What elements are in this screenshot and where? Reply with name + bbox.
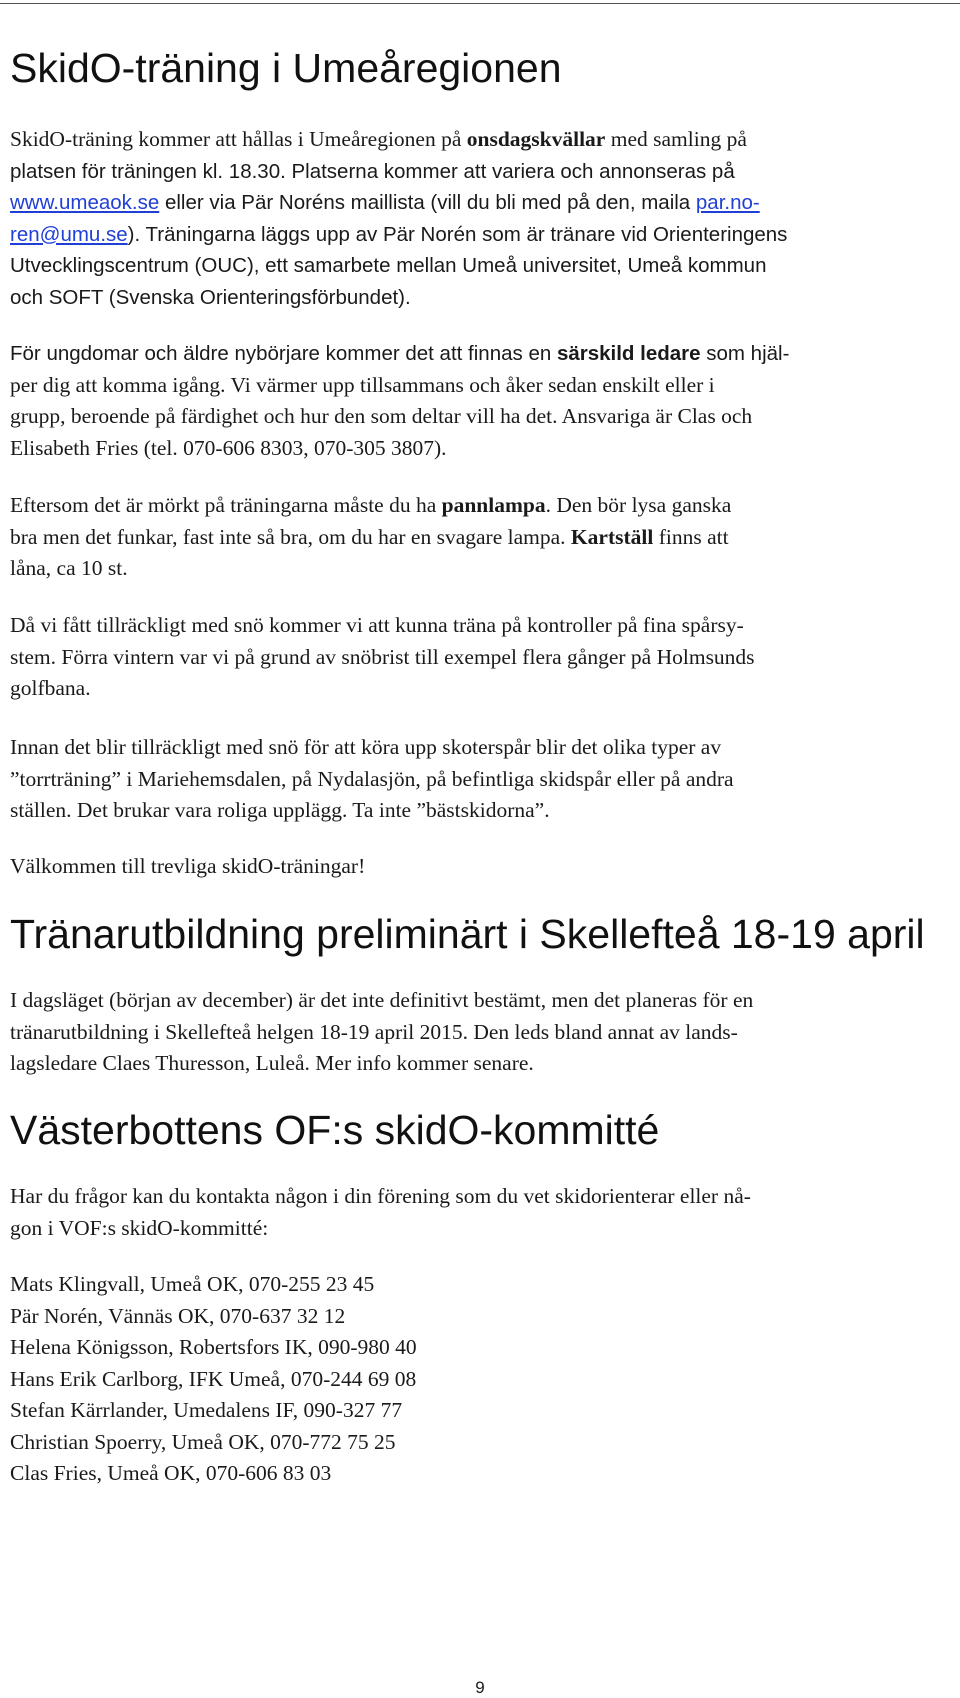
text-line: låna, ca 10 st.	[10, 556, 128, 580]
bold-emphasis: Kartställ	[570, 524, 654, 549]
link-email-part2[interactable]: ren@umu.se	[10, 222, 128, 246]
text-line: Då vi fått tillräckligt med snö kommer vi att kunna träna på kontroller på fina spårsy-	[10, 613, 744, 637]
paragraph-welcome	[10, 851, 950, 883]
text-line: grupp, beroende på färdighet och hur den som deltar vill ha det. Ansvariga är Clas och	[10, 404, 753, 428]
paragraph-beginners	[10, 338, 950, 464]
paragraph-intro	[10, 124, 950, 313]
text-line: I dagsläget (början av december) är det inte definitivt bestämt, men det planeras för en	[10, 988, 754, 1012]
contact-item: Helena Königsson, Robertsfors IK, 090-980 40	[10, 1335, 417, 1359]
heading-committee: Västerbottens OF:s skidO-kommitté	[10, 1107, 660, 1153]
text-line: Elisabeth Fries (tel. 070-606 8303, 070-305 3807).	[10, 435, 447, 460]
contact-item: Stefan Kärrlander, Umedalens IF, 090-327 77	[10, 1398, 403, 1422]
text-line: Eftersom det är mörkt på träningarna måste du ha pannlampa. Den bör lysa ganska	[10, 493, 732, 517]
link-email-part1[interactable]: par.no-	[695, 191, 760, 214]
text-line: golfbana.	[10, 676, 91, 700]
heading-skido-training: SkidO-träning i Umeåregionen	[10, 45, 562, 91]
text-line: bra men det funkar, fast inte så bra, om du har en svagare lampa. Kartställ finns att	[10, 524, 729, 549]
text-line: tränarutbildning i Skellefteå helgen 18-19 april 2015. Den leds bland annat av lands-	[10, 1019, 738, 1044]
contact-item: Hans Erik Carlborg, IFK Umeå, 070-244 69 08	[10, 1366, 417, 1391]
top-rule	[0, 3, 960, 4]
contact-item: Mats Klingvall, Umeå OK, 070-255 23 45	[10, 1272, 375, 1296]
paragraph-headlamp	[10, 490, 950, 585]
bold-emphasis: pannlampa	[441, 493, 546, 517]
text-line: stem. Förra vintern var vi på grund av snöbrist till exempel flera gånger på Holmsunds	[10, 644, 755, 669]
text-line: Utvecklingscentrum (OUC), ett samarbete mellan Umeå universitet, Umeå kommun	[10, 254, 767, 277]
text-line: ställen. Det brukar vara roliga upplägg. Ta inte ”bästskidorna”.	[10, 798, 550, 822]
text-line: SkidO-träning kommer att hållas i Umeåregionen på onsdagskvällar med samling på	[10, 127, 747, 151]
text-line: www.umeaok.se eller via Pär Noréns maillista (vill du bli med på den, maila par.no-	[10, 191, 760, 214]
heading-coach-training: Tränarutbildning preliminärt i Skellefteå 18-19 april	[10, 911, 925, 957]
text-line: Har du frågor kan du kontakta någon i din förening som du vet skidorienterar eller nå-	[10, 1184, 751, 1208]
text-line: och SOFT (Svenska Orienteringsförbundet).	[10, 285, 411, 309]
text-line: gon i VOF:s skidO-kommitté:	[10, 1215, 269, 1240]
text-line: För ungdomar och äldre nybörjare kommer det att finnas en särskild ledare som hjäl-	[10, 342, 790, 365]
paragraph-dry-training	[10, 732, 950, 827]
contact-item: Christian Spoerry, Umeå OK, 070-772 75 25	[10, 1429, 396, 1454]
paragraph-committee-intro	[10, 1181, 950, 1244]
text-line: ren@umu.se). Träningarna läggs upp av Pär Norén som är tränare vid Orienteringens	[10, 222, 788, 246]
bold-emphasis: onsdagskvällar	[466, 127, 606, 151]
contact-list	[10, 1269, 950, 1490]
paragraph-coach-training	[10, 985, 950, 1080]
bold-emphasis: särskild ledare	[556, 342, 701, 365]
text-line: lagsledare Claes Thuresson, Luleå. Mer info kommer senare.	[10, 1051, 534, 1075]
text-line: platsen för träningen kl. 18.30. Platserna kommer att variera och annonseras på	[10, 159, 735, 183]
page-number: 9	[475, 1678, 485, 1697]
contact-item: Clas Fries, Umeå OK, 070-606 83 03	[10, 1461, 332, 1485]
link-umeaok[interactable]: www.umeaok.se	[10, 191, 160, 214]
paragraph-snow	[10, 610, 950, 705]
text-line: ”torrträning” i Mariehemsdalen, på Nydalasjön, på befintliga skidspår eller på andra	[10, 766, 734, 791]
contact-item: Pär Norén, Vännäs OK, 070-637 32 12	[10, 1303, 346, 1328]
text-line: per dig att komma igång. Vi värmer upp tillsammans och åker sedan enskilt eller i	[10, 372, 715, 397]
text-line: Välkommen till trevliga skidO-träningar!	[10, 854, 366, 878]
text-line: Innan det blir tillräckligt med snö för att köra upp skoterspår blir det olika typer av	[10, 735, 722, 759]
